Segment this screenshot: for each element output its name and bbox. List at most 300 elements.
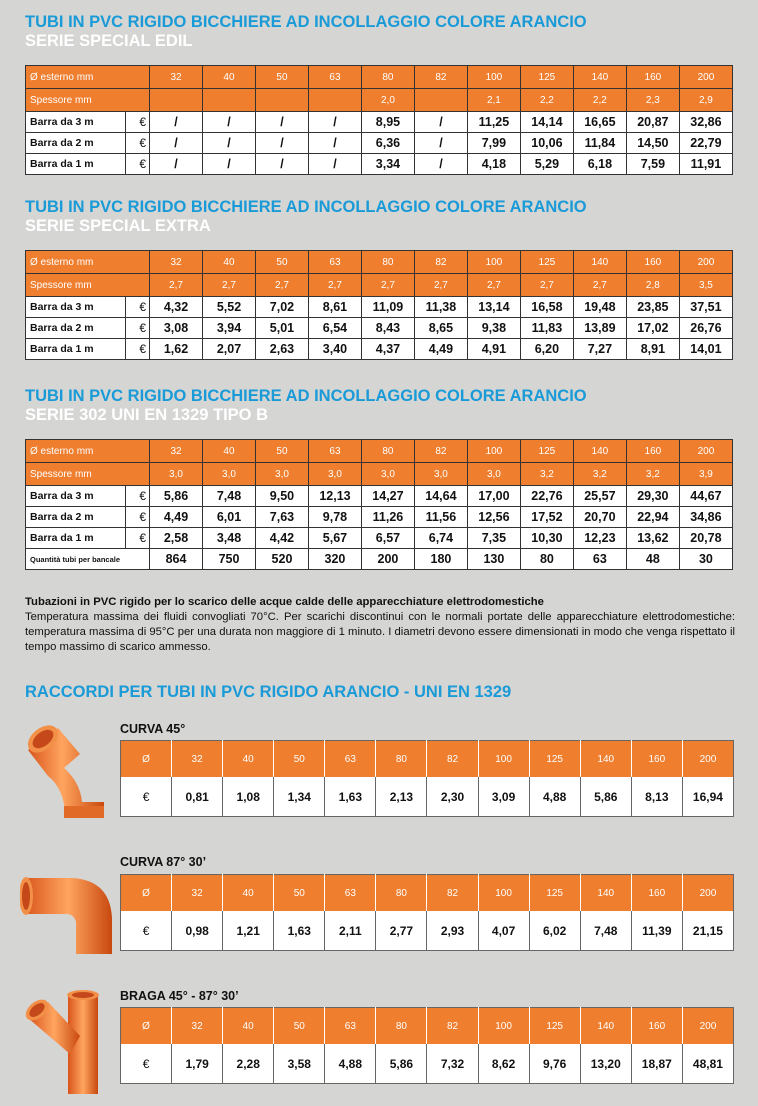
price-cell: 3,48 (203, 528, 256, 549)
row-label: Barra da 3 m (26, 112, 126, 133)
price-cell: 11,39 (631, 911, 682, 951)
price-cell: / (255, 133, 308, 154)
price-cell: 7,99 (467, 133, 520, 154)
price-cell: / (203, 133, 256, 154)
thickness-value: 3,0 (255, 463, 308, 486)
thickness-value (414, 89, 467, 112)
fitting-price-row (121, 911, 734, 951)
price-cell: 14,27 (361, 486, 414, 507)
header-row (26, 440, 733, 463)
header-diameter: 160 (626, 251, 679, 274)
fitting-header-row (121, 741, 734, 778)
quantity-cell: 80 (520, 549, 573, 570)
price-cell: 13,89 (573, 318, 626, 339)
price-cell: 2,28 (223, 1044, 274, 1084)
header-diameter: 63 (325, 1008, 376, 1045)
thickness-row (26, 89, 733, 112)
price-cell: 3,94 (203, 318, 256, 339)
price-cell: 7,48 (203, 486, 256, 507)
quantity-row (26, 549, 733, 570)
price-cell: / (414, 133, 467, 154)
thickness-value: 3,0 (467, 463, 520, 486)
price-cell: / (308, 112, 361, 133)
header-diameter: 50 (255, 440, 308, 463)
header-diameter: 140 (580, 741, 631, 778)
price-cell: 14,50 (626, 133, 679, 154)
header-diameter: 100 (467, 251, 520, 274)
table-row (26, 486, 733, 507)
thickness-row (26, 463, 733, 486)
header-diameter: 100 (478, 741, 529, 778)
header-diameter: 32 (172, 875, 223, 912)
header-diameter: 125 (529, 875, 580, 912)
fitting-header-row (121, 1008, 734, 1045)
price-cell: 6,01 (203, 507, 256, 528)
fittings-title (25, 683, 511, 702)
header-diameter: 82 (414, 66, 467, 89)
curva-45-image (18, 722, 108, 820)
price-cell: 4,42 (255, 528, 308, 549)
price-cell: 6,18 (573, 154, 626, 175)
price-cell: 4,37 (361, 339, 414, 360)
price-cell: 5,52 (203, 297, 256, 318)
price-cell: 22,76 (520, 486, 573, 507)
currency-symbol: € (126, 133, 150, 154)
price-cell: 48,81 (682, 1044, 733, 1084)
header-diameter: 50 (255, 66, 308, 89)
header-diameter: 50 (274, 875, 325, 912)
header-diameter: 32 (150, 440, 203, 463)
quantity-cell: 63 (573, 549, 626, 570)
diameter-symbol: Ø (121, 875, 172, 912)
quantity-cell: 320 (308, 549, 361, 570)
price-cell: 5,67 (308, 528, 361, 549)
price-cell: 10,30 (520, 528, 573, 549)
price-cell: 1,21 (223, 911, 274, 951)
row-label: Barra da 3 m (26, 486, 126, 507)
price-cell: 5,29 (520, 154, 573, 175)
header-diameter: 200 (679, 66, 732, 89)
table-row (26, 133, 733, 154)
header-diameter: 63 (308, 440, 361, 463)
price-cell: 5,01 (255, 318, 308, 339)
header-diameter: 125 (520, 251, 573, 274)
price-cell: 7,27 (573, 339, 626, 360)
fitting2-table-body (121, 1008, 734, 1084)
price-cell: 25,57 (573, 486, 626, 507)
price-cell: 14,01 (679, 339, 732, 360)
price-cell: 6,54 (308, 318, 361, 339)
price-cell: 6,74 (414, 528, 467, 549)
price-cell: 11,38 (414, 297, 467, 318)
price-cell: / (414, 112, 467, 133)
section2-table-body (26, 251, 733, 360)
quantity-cell: 864 (150, 549, 203, 570)
price-cell: 3,58 (274, 1044, 325, 1084)
price-cell: 4,88 (529, 777, 580, 817)
header-diameter: 100 (478, 1008, 529, 1045)
price-cell: 8,43 (361, 318, 414, 339)
price-cell: 11,91 (679, 154, 732, 175)
header-diameter: 40 (203, 66, 256, 89)
header-row (26, 251, 733, 274)
thickness-label: Spessore mm (26, 463, 150, 486)
quantity-cell: 180 (414, 549, 467, 570)
price-cell: / (203, 112, 256, 133)
currency-symbol: € (126, 297, 150, 318)
price-cell: 1,34 (274, 777, 325, 817)
price-cell: 1,63 (274, 911, 325, 951)
section2-title-line1: TUBI IN PVC RIGIDO BICCHIERE AD INCOLLAGGIO COLORE ARANCIO (25, 198, 587, 216)
price-cell: 37,51 (679, 297, 732, 318)
thickness-value (150, 89, 203, 112)
price-cell: / (308, 133, 361, 154)
price-cell: 22,79 (679, 133, 732, 154)
currency-symbol: € (126, 528, 150, 549)
header-diameter: 80 (361, 251, 414, 274)
price-cell: 13,14 (467, 297, 520, 318)
thickness-value (203, 89, 256, 112)
table-row (26, 528, 733, 549)
header-diameter: 80 (376, 1008, 427, 1045)
header-label: Ø esterno mm (26, 440, 150, 463)
header-diameter: 40 (223, 875, 274, 912)
header-diameter: 100 (467, 66, 520, 89)
thickness-value: 2,7 (203, 274, 256, 297)
row-label: Barra da 2 m (26, 133, 126, 154)
header-diameter: 50 (274, 741, 325, 778)
price-cell: 20,87 (626, 112, 679, 133)
price-cell: 8,61 (308, 297, 361, 318)
price-cell: 5,86 (150, 486, 203, 507)
header-diameter: 63 (308, 66, 361, 89)
curva-87-30-title: CURVA 87° 30’ (120, 855, 207, 869)
thickness-value: 2,7 (467, 274, 520, 297)
quantity-label: Quantità tubi per bancale (26, 549, 150, 570)
price-cell: 2,93 (427, 911, 478, 951)
header-diameter: 80 (361, 440, 414, 463)
price-cell: 1,63 (325, 777, 376, 817)
price-cell: 2,13 (376, 777, 427, 817)
price-cell: 1,79 (172, 1044, 223, 1084)
price-cell: 4,32 (150, 297, 203, 318)
price-cell: 8,65 (414, 318, 467, 339)
table-row (26, 112, 733, 133)
price-cell: 17,00 (467, 486, 520, 507)
header-diameter: 50 (274, 1008, 325, 1045)
section1-price-table (25, 65, 733, 175)
price-cell: 17,52 (520, 507, 573, 528)
price-cell: 1,62 (150, 339, 203, 360)
fitting-header-row (121, 875, 734, 912)
price-cell: 11,09 (361, 297, 414, 318)
header-diameter: 160 (631, 1008, 682, 1045)
price-cell: 3,08 (150, 318, 203, 339)
price-cell: 17,02 (626, 318, 679, 339)
price-cell: 32,86 (679, 112, 732, 133)
price-cell: 0,98 (172, 911, 223, 951)
thickness-value: 2,7 (414, 274, 467, 297)
header-diameter: 32 (172, 1008, 223, 1045)
currency-symbol: € (126, 486, 150, 507)
price-cell: 8,13 (631, 777, 682, 817)
price-cell: 2,11 (325, 911, 376, 951)
price-cell: 23,85 (626, 297, 679, 318)
thickness-value: 3,0 (308, 463, 361, 486)
header-diameter: 82 (414, 251, 467, 274)
header-diameter: 140 (580, 1008, 631, 1045)
price-cell: 11,26 (361, 507, 414, 528)
header-label: Ø esterno mm (26, 251, 150, 274)
thickness-value: 3,2 (520, 463, 573, 486)
thickness-value: 2,7 (573, 274, 626, 297)
header-diameter: 140 (573, 440, 626, 463)
header-diameter: 125 (529, 741, 580, 778)
usage-note-heading: Tubazioni in PVC rigido per lo scarico delle acque calde delle apparecchiature elettrodomestiche (25, 596, 544, 608)
diameter-symbol: Ø (121, 1008, 172, 1045)
price-cell: / (150, 154, 203, 175)
header-diameter: 82 (414, 440, 467, 463)
price-cell: / (255, 154, 308, 175)
price-cell: 21,15 (682, 911, 733, 951)
price-cell: 16,94 (682, 777, 733, 817)
price-cell: 7,35 (467, 528, 520, 549)
currency-symbol: € (126, 339, 150, 360)
section3-title (25, 387, 587, 425)
price-cell: 5,86 (580, 777, 631, 817)
thickness-value: 3,5 (679, 274, 732, 297)
header-diameter: 140 (573, 251, 626, 274)
price-cell: 8,95 (361, 112, 414, 133)
price-cell: 6,36 (361, 133, 414, 154)
price-cell: / (255, 112, 308, 133)
header-diameter: 82 (427, 875, 478, 912)
thickness-value: 2,3 (626, 89, 679, 112)
price-cell: 9,76 (529, 1044, 580, 1084)
price-cell: 7,59 (626, 154, 679, 175)
currency-symbol: € (142, 789, 150, 804)
fitting0-table-body (121, 741, 734, 817)
section1-title-line2: SERIE SPECIAL EDIL (25, 32, 193, 50)
section2-title-line2: SERIE SPECIAL EXTRA (25, 217, 211, 235)
price-cell: 4,49 (150, 507, 203, 528)
header-diameter: 200 (682, 875, 733, 912)
thickness-value: 3,0 (361, 463, 414, 486)
header-diameter: 80 (376, 741, 427, 778)
price-cell: 4,18 (467, 154, 520, 175)
table-row (26, 297, 733, 318)
thickness-value (308, 89, 361, 112)
thickness-value: 3,0 (150, 463, 203, 486)
section3-title-line1: TUBI IN PVC RIGIDO BICCHIERE AD INCOLLAGGIO COLORE ARANCIO (25, 387, 587, 405)
header-diameter: 200 (682, 1008, 733, 1045)
quantity-cell: 130 (467, 549, 520, 570)
thickness-value: 2,7 (150, 274, 203, 297)
price-cell: 3,40 (308, 339, 361, 360)
thickness-value: 2,0 (361, 89, 414, 112)
price-cell: 3,34 (361, 154, 414, 175)
price-cell: 12,23 (573, 528, 626, 549)
braga-title: BRAGA 45° - 87° 30’ (120, 989, 239, 1003)
price-cell: 9,50 (255, 486, 308, 507)
row-label: Barra da 2 m (26, 507, 126, 528)
price-cell: 7,32 (427, 1044, 478, 1084)
table-row (26, 507, 733, 528)
header-diameter: 40 (203, 440, 256, 463)
header-diameter: 80 (376, 875, 427, 912)
price-cell: 11,84 (573, 133, 626, 154)
price-cell: 26,76 (679, 318, 732, 339)
thickness-value: 2,7 (255, 274, 308, 297)
price-cell: 19,48 (573, 297, 626, 318)
header-diameter: 125 (520, 440, 573, 463)
section2-price-table (25, 250, 733, 360)
header-diameter: 40 (223, 1008, 274, 1045)
fitting1-table-body (121, 875, 734, 951)
price-cell: 5,86 (376, 1044, 427, 1084)
usage-note (25, 595, 735, 655)
price-cell: / (150, 112, 203, 133)
row-label: Barra da 3 m (26, 297, 126, 318)
price-cell: 20,78 (679, 528, 732, 549)
price-cell: 34,86 (679, 507, 732, 528)
section3-price-table (25, 439, 733, 570)
fittings-title-text: RACCORDI PER TUBI IN PVC RIGIDO ARANCIO - UNI EN 1329 (25, 683, 512, 701)
quantity-cell: 200 (361, 549, 414, 570)
price-cell: 12,56 (467, 507, 520, 528)
quantity-cell: 520 (255, 549, 308, 570)
section1-title (25, 13, 587, 51)
header-diameter: 140 (573, 66, 626, 89)
price-cell: 4,91 (467, 339, 520, 360)
thickness-value: 3,0 (414, 463, 467, 486)
section1-title-line1: TUBI IN PVC RIGIDO BICCHIERE AD INCOLLAGGIO COLORE ARANCIO (25, 13, 587, 31)
price-cell: 20,70 (573, 507, 626, 528)
header-diameter: 63 (325, 875, 376, 912)
price-cell: 7,48 (580, 911, 631, 951)
curva-45-title: CURVA 45° (120, 722, 186, 736)
thickness-value (255, 89, 308, 112)
currency-symbol: € (126, 318, 150, 339)
row-label: Barra da 1 m (26, 339, 126, 360)
table-row (26, 318, 733, 339)
price-cell: / (308, 154, 361, 175)
header-diameter: 63 (308, 251, 361, 274)
price-cell: 0,81 (172, 777, 223, 817)
section2-title (25, 198, 587, 236)
price-cell: 44,67 (679, 486, 732, 507)
thickness-value: 2,2 (520, 89, 573, 112)
header-diameter: 63 (325, 741, 376, 778)
header-diameter: 160 (631, 875, 682, 912)
header-diameter: 40 (223, 741, 274, 778)
price-cell: 8,62 (478, 1044, 529, 1084)
thickness-value: 2,2 (573, 89, 626, 112)
thickness-row (26, 274, 733, 297)
price-cell: 2,30 (427, 777, 478, 817)
price-cell: 4,88 (325, 1044, 376, 1084)
row-label: Barra da 1 m (26, 528, 126, 549)
thickness-value: 2,7 (520, 274, 573, 297)
price-cell: 9,38 (467, 318, 520, 339)
quantity-cell: 750 (203, 549, 256, 570)
section1-table-body (26, 66, 733, 175)
price-cell: 2,77 (376, 911, 427, 951)
price-cell: 29,30 (626, 486, 679, 507)
price-cell: 2,07 (203, 339, 256, 360)
currency-symbol: € (126, 154, 150, 175)
fitting-price-row (121, 1044, 734, 1084)
thickness-value: 2,1 (467, 89, 520, 112)
quantity-cell: 30 (679, 549, 732, 570)
curva-87-30-table (120, 874, 734, 951)
price-cell: 9,78 (308, 507, 361, 528)
price-cell: 6,20 (520, 339, 573, 360)
header-diameter: 200 (679, 440, 732, 463)
header-diameter: 32 (150, 66, 203, 89)
section3-table-body (26, 440, 733, 570)
braga-image (22, 988, 114, 1098)
header-diameter: 200 (679, 251, 732, 274)
table-row (26, 339, 733, 360)
currency-symbol: € (142, 923, 150, 938)
price-cell: 11,56 (414, 507, 467, 528)
currency-symbol: € (126, 112, 150, 133)
header-diameter: 82 (427, 741, 478, 778)
row-label: Barra da 1 m (26, 154, 126, 175)
price-cell: 8,91 (626, 339, 679, 360)
header-diameter: 100 (467, 440, 520, 463)
price-cell: 10,06 (520, 133, 573, 154)
price-cell: 2,63 (255, 339, 308, 360)
price-cell: 16,65 (573, 112, 626, 133)
currency-symbol: € (126, 507, 150, 528)
header-diameter: 80 (361, 66, 414, 89)
header-diameter: 32 (172, 741, 223, 778)
curva-87-30-image (20, 866, 115, 956)
thickness-value: 3,9 (679, 463, 732, 486)
price-cell: 7,02 (255, 297, 308, 318)
thickness-value: 2,7 (308, 274, 361, 297)
price-cell: 7,63 (255, 507, 308, 528)
price-cell: 4,49 (414, 339, 467, 360)
thickness-value: 3,0 (203, 463, 256, 486)
header-diameter: 160 (631, 741, 682, 778)
thickness-value: 3,2 (626, 463, 679, 486)
price-cell: 6,02 (529, 911, 580, 951)
price-cell: 14,14 (520, 112, 573, 133)
header-diameter: 82 (427, 1008, 478, 1045)
fitting-price-row (121, 777, 734, 817)
usage-note-text: Temperatura massima dei fluidi convogliati 70°C. Per scarichi discontinui con le normali portate delle apparecchiature elettrodomestiche: temperatura massima di 95°C per una durata non maggiore di 1 minuto. I diametri devono essere dimensionati in modo che venga rispettato il tempo massimo di scarico ammesso. (25, 611, 735, 653)
header-diameter: 200 (682, 741, 733, 778)
price-cell: 1,08 (223, 777, 274, 817)
header-label: Ø esterno mm (26, 66, 150, 89)
thickness-value: 2,9 (679, 89, 732, 112)
price-cell: 12,13 (308, 486, 361, 507)
price-cell: / (203, 154, 256, 175)
price-cell: 13,20 (580, 1044, 631, 1084)
price-cell: 2,58 (150, 528, 203, 549)
price-cell: 13,62 (626, 528, 679, 549)
price-cell: / (414, 154, 467, 175)
header-diameter: 125 (529, 1008, 580, 1045)
thickness-value: 2,8 (626, 274, 679, 297)
header-diameter: 32 (150, 251, 203, 274)
price-cell: 3,09 (478, 777, 529, 817)
thickness-label: Spessore mm (26, 274, 150, 297)
price-cell: 14,64 (414, 486, 467, 507)
